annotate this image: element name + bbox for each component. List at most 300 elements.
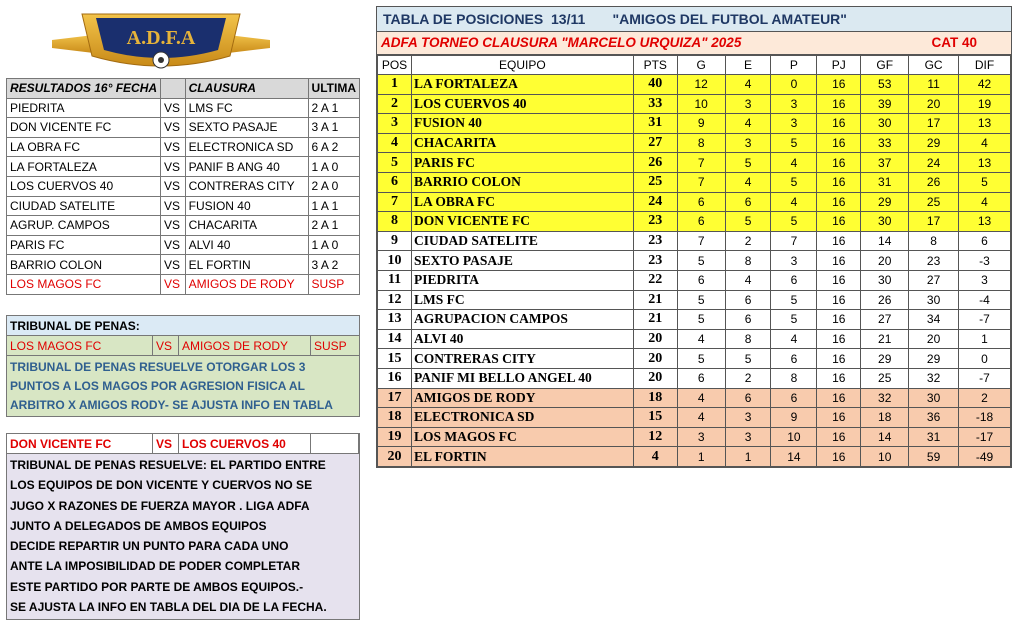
standings-panel	[376, 6, 1012, 468]
cell-gf: 37	[861, 153, 909, 173]
cell-team: AGRUPACION CAMPOS	[411, 310, 633, 330]
cell-pts: 40	[633, 75, 677, 95]
cell-gc: 8	[909, 231, 959, 251]
cell-g: 12	[677, 75, 725, 95]
cell-gf: 21	[861, 329, 909, 349]
cell-pts: 21	[633, 310, 677, 330]
cell-pj: 16	[817, 270, 861, 290]
cell-gc: 29	[909, 349, 959, 369]
cell-pos: 4	[378, 133, 412, 153]
cell-e: 3	[725, 94, 771, 114]
cell-dif: 3	[959, 270, 1011, 290]
cell-pts: 22	[633, 270, 677, 290]
cell-team: FUSION 40	[411, 114, 633, 134]
cell-p: 6	[771, 349, 817, 369]
standings-subtitle	[377, 32, 1011, 55]
standings-row	[378, 133, 1011, 153]
cell-g: 10	[677, 94, 725, 114]
cell-gc: 25	[909, 192, 959, 212]
cell-team: LMS FC	[411, 290, 633, 310]
standings-row	[378, 368, 1011, 388]
cell-pj: 16	[817, 388, 861, 408]
tribunal-title: TRIBUNAL DE PENAS:	[7, 316, 359, 336]
result-away: ALVI 40	[185, 235, 308, 255]
standings-row	[378, 94, 1011, 114]
cell-team: DON VICENTE FC	[411, 212, 633, 232]
cell-e: 8	[725, 329, 771, 349]
tournament-name: ADFA TORNEO CLAUSURA "MARCELO URQUIZA" 2025	[381, 35, 742, 50]
column-header: P	[771, 56, 817, 75]
result-row	[7, 196, 360, 216]
cell-g: 5	[677, 251, 725, 271]
cell-gf: 30	[861, 270, 909, 290]
cell-pts: 31	[633, 114, 677, 134]
cell-e: 5	[725, 212, 771, 232]
result-vs: VS	[161, 196, 186, 216]
cell-pos: 15	[378, 349, 412, 369]
tribunal-home: LOS MAGOS FC	[7, 336, 153, 355]
cell-e: 4	[725, 75, 771, 95]
cell-dif: -3	[959, 251, 1011, 271]
cell-e: 6	[725, 290, 771, 310]
cell-g: 1	[677, 447, 725, 467]
cell-g: 7	[677, 153, 725, 173]
result-vs: VS	[161, 176, 186, 196]
cell-pj: 16	[817, 231, 861, 251]
cell-dif: 2	[959, 388, 1011, 408]
cell-g: 3	[677, 427, 725, 447]
cell-team: LOS MAGOS FC	[411, 427, 633, 447]
cell-team: BARRIO COLON	[411, 172, 633, 192]
cell-pj: 16	[817, 192, 861, 212]
adfa-logo	[52, 10, 270, 76]
cell-g: 6	[677, 212, 725, 232]
cell-gf: 20	[861, 251, 909, 271]
cell-p: 0	[771, 75, 817, 95]
cell-g: 6	[677, 270, 725, 290]
result-row	[7, 216, 360, 236]
cell-p: 4	[771, 329, 817, 349]
cell-gf: 14	[861, 427, 909, 447]
cell-dif: 5	[959, 172, 1011, 192]
cell-dif: 42	[959, 75, 1011, 95]
standings-table	[377, 55, 1011, 467]
cell-e: 2	[725, 231, 771, 251]
result-home: DON VICENTE FC	[7, 118, 161, 138]
result-score: 1 A 1	[308, 196, 359, 216]
cell-pj: 16	[817, 75, 861, 95]
result-away: CONTRERAS CITY	[185, 176, 308, 196]
cell-dif: -7	[959, 368, 1011, 388]
cell-gc: 24	[909, 153, 959, 173]
cell-p: 3	[771, 114, 817, 134]
cell-pts: 12	[633, 427, 677, 447]
cell-p: 6	[771, 388, 817, 408]
cell-e: 8	[725, 251, 771, 271]
tribunal-vs: VS	[153, 434, 179, 453]
cell-p: 10	[771, 427, 817, 447]
cell-pj: 16	[817, 329, 861, 349]
standings-row	[378, 408, 1011, 428]
tribunal-line: ANTE LA IMPOSIBILIDAD DE PODER COMPLETAR	[10, 559, 301, 574]
cell-pos: 11	[378, 270, 412, 290]
cell-team: AMIGOS DE RODY	[411, 388, 633, 408]
cell-pos: 16	[378, 368, 412, 388]
tribunal-score: SUSP	[314, 339, 347, 353]
standings-row	[378, 192, 1011, 212]
column-header: GC	[909, 56, 959, 75]
column-header: PJ	[817, 56, 861, 75]
column-header: PTS	[633, 56, 677, 75]
cell-pos: 3	[378, 114, 412, 134]
cell-gf: 10	[861, 447, 909, 467]
cell-pos: 6	[378, 172, 412, 192]
cell-team: CIUDAD SATELITE	[411, 231, 633, 251]
column-header: DIF	[959, 56, 1011, 75]
cell-pj: 16	[817, 94, 861, 114]
standings-row	[378, 388, 1011, 408]
cell-e: 1	[725, 447, 771, 467]
cell-e: 6	[725, 388, 771, 408]
cell-dif: -17	[959, 427, 1011, 447]
cell-pts: 20	[633, 349, 677, 369]
cell-g: 8	[677, 133, 725, 153]
cell-pos: 12	[378, 290, 412, 310]
result-away: PANIF B ANG 40	[185, 157, 308, 177]
cell-pj: 16	[817, 114, 861, 134]
result-home: LA OBRA FC	[7, 137, 161, 157]
cell-dif: -4	[959, 290, 1011, 310]
result-vs: VS	[161, 235, 186, 255]
result-row	[7, 255, 360, 275]
column-header: G	[677, 56, 725, 75]
cell-pos: 19	[378, 427, 412, 447]
cell-pj: 16	[817, 427, 861, 447]
cell-team: ALVI 40	[411, 329, 633, 349]
cell-pj: 16	[817, 133, 861, 153]
standings-row	[378, 427, 1011, 447]
cell-dif: 13	[959, 153, 1011, 173]
result-home: LA FORTALEZA	[7, 157, 161, 177]
tribunal-vs: VS	[153, 336, 179, 355]
standings-row	[378, 290, 1011, 310]
cell-pts: 23	[633, 231, 677, 251]
column-header: POS	[378, 56, 412, 75]
result-vs: VS	[161, 274, 186, 294]
cell-pts: 25	[633, 172, 677, 192]
standings-row	[378, 270, 1011, 290]
cell-e: 5	[725, 153, 771, 173]
standings-row	[378, 172, 1011, 192]
cell-pts: 24	[633, 192, 677, 212]
result-away: FUSION 40	[185, 196, 308, 216]
cell-gf: 30	[861, 114, 909, 134]
category-label: CAT 40	[931, 35, 977, 50]
cell-p: 5	[771, 133, 817, 153]
result-score: 1 A 0	[308, 157, 359, 177]
tribunal-line: LOS EQUIPOS DE DON VICENTE Y CUERVOS NO SE	[10, 478, 313, 493]
cell-gc: 23	[909, 251, 959, 271]
standings-row	[378, 310, 1011, 330]
result-vs: VS	[161, 255, 186, 275]
cell-team: EL FORTIN	[411, 447, 633, 467]
cell-gf: 25	[861, 368, 909, 388]
standings-row	[378, 231, 1011, 251]
cell-pts: 23	[633, 251, 677, 271]
result-row	[7, 235, 360, 255]
result-vs: VS	[161, 98, 186, 118]
results-last: ULTIMA	[308, 79, 359, 99]
cell-gf: 26	[861, 290, 909, 310]
result-row	[7, 157, 360, 177]
result-row	[7, 98, 360, 118]
cell-g: 6	[677, 368, 725, 388]
cell-gc: 32	[909, 368, 959, 388]
cell-pts: 26	[633, 153, 677, 173]
cell-gc: 20	[909, 329, 959, 349]
cell-g: 5	[677, 349, 725, 369]
standings-row	[378, 153, 1011, 173]
standings-title: TABLA DE POSICIONES 13/11 "AMIGOS DEL FUTBOL AMATEUR"	[377, 7, 1011, 32]
cell-e: 5	[725, 349, 771, 369]
tribunal-text	[7, 356, 359, 416]
result-vs: VS	[161, 118, 186, 138]
tribunal-line: ARBITRO X AMIGOS RODY- SE AJUSTA INFO EN TABLA	[10, 398, 333, 412]
cell-pj: 16	[817, 349, 861, 369]
cell-team: ELECTRONICA SD	[411, 408, 633, 428]
cell-p: 9	[771, 408, 817, 428]
cell-pos: 18	[378, 408, 412, 428]
column-header: GF	[861, 56, 909, 75]
tribunal-text	[7, 454, 359, 619]
result-row	[7, 137, 360, 157]
result-vs: VS	[161, 157, 186, 177]
result-away: LMS FC	[185, 98, 308, 118]
cell-pj: 16	[817, 153, 861, 173]
tribunal-line: PUNTOS A LOS MAGOS POR AGRESION FISICA AL	[10, 379, 305, 393]
cell-pos: 14	[378, 329, 412, 349]
tribunal-notice-1	[6, 315, 360, 417]
tribunal-line: TRIBUNAL DE PENAS RESUELVE: EL PARTIDO ENTRE	[10, 458, 326, 472]
cell-team: LA OBRA FC	[411, 192, 633, 212]
cell-p: 5	[771, 172, 817, 192]
cell-pj: 16	[817, 310, 861, 330]
cell-gc: 26	[909, 172, 959, 192]
cell-pos: 2	[378, 94, 412, 114]
cell-e: 4	[725, 114, 771, 134]
cell-pos: 5	[378, 153, 412, 173]
cell-e: 3	[725, 427, 771, 447]
tribunal-line: JUNTO A DELEGADOS DE AMBOS EQUIPOS	[10, 518, 267, 533]
cell-team: SEXTO PASAJE	[411, 251, 633, 271]
result-home: CIUDAD SATELITE	[7, 196, 161, 216]
result-home: PARIS FC	[7, 235, 161, 255]
standings-row	[378, 75, 1011, 95]
cell-pj: 16	[817, 212, 861, 232]
cell-dif: -49	[959, 447, 1011, 467]
result-score: 3 A 1	[308, 118, 359, 138]
cell-pj: 16	[817, 447, 861, 467]
cell-dif: -7	[959, 310, 1011, 330]
cell-e: 6	[725, 192, 771, 212]
standings-row	[378, 114, 1011, 134]
cell-g: 5	[677, 310, 725, 330]
tribunal-line: TRIBUNAL DE PENAS RESUELVE OTORGAR LOS 3	[10, 360, 306, 374]
standings-header-row	[378, 56, 1011, 75]
cell-pos: 8	[378, 212, 412, 232]
cell-g: 4	[677, 329, 725, 349]
cell-p: 5	[771, 290, 817, 310]
column-header: EQUIPO	[411, 56, 633, 75]
cell-gc: 27	[909, 270, 959, 290]
cell-gf: 27	[861, 310, 909, 330]
cell-pos: 13	[378, 310, 412, 330]
result-score: 6 A 2	[308, 137, 359, 157]
cell-pos: 20	[378, 447, 412, 467]
result-away: SEXTO PASAJE	[185, 118, 308, 138]
cell-p: 4	[771, 192, 817, 212]
cell-pj: 16	[817, 368, 861, 388]
cell-gf: 53	[861, 75, 909, 95]
cell-gc: 59	[909, 447, 959, 467]
tribunal-match-row	[7, 336, 359, 356]
tribunal-home: DON VICENTE FC	[7, 434, 153, 453]
tribunal-line: ESTE PARTIDO POR PARTE DE AMBOS EQUIPOS.-	[10, 579, 304, 594]
cell-gf: 31	[861, 172, 909, 192]
result-score: 1 A 0	[308, 235, 359, 255]
cell-pos: 7	[378, 192, 412, 212]
cell-team: LA FORTALEZA	[411, 75, 633, 95]
tribunal-notice-2	[6, 433, 360, 620]
tribunal-line: SE AJUSTA LA INFO EN TABLA DEL DIA DE LA FECHA.	[10, 600, 327, 615]
cell-e: 4	[725, 270, 771, 290]
result-home: BARRIO COLON	[7, 255, 161, 275]
cell-pj: 16	[817, 251, 861, 271]
cell-pts: 21	[633, 290, 677, 310]
cell-p: 5	[771, 310, 817, 330]
cell-pts: 33	[633, 94, 677, 114]
standings-row	[378, 329, 1011, 349]
cell-gc: 20	[909, 94, 959, 114]
result-away: EL FORTIN	[185, 255, 308, 275]
result-score: SUSP	[308, 274, 359, 294]
cell-gf: 30	[861, 212, 909, 232]
cell-pts: 15	[633, 408, 677, 428]
result-row	[7, 274, 360, 294]
results-title: RESULTADOS 16° FECHA	[7, 79, 161, 99]
result-score: 2 A 1	[308, 216, 359, 236]
results-table	[6, 78, 360, 295]
cell-gc: 30	[909, 388, 959, 408]
result-home: AGRUP. CAMPOS	[7, 216, 161, 236]
cell-gf: 32	[861, 388, 909, 408]
cell-e: 3	[725, 133, 771, 153]
cell-pos: 10	[378, 251, 412, 271]
cell-pts: 4	[633, 447, 677, 467]
cell-pos: 1	[378, 75, 412, 95]
cell-p: 6	[771, 270, 817, 290]
tribunal-line: JUGO X RAZONES DE FUERZA MAYOR . LIGA ADFA	[10, 498, 310, 513]
cell-p: 3	[771, 94, 817, 114]
logo-letters: A.D.F.A	[126, 27, 196, 49]
cell-e: 6	[725, 310, 771, 330]
cell-pts: 27	[633, 133, 677, 153]
result-score: 2 A 0	[308, 176, 359, 196]
column-header: E	[725, 56, 771, 75]
cell-pts: 23	[633, 212, 677, 232]
cell-gf: 14	[861, 231, 909, 251]
cell-g: 4	[677, 408, 725, 428]
cell-gc: 11	[909, 75, 959, 95]
cell-team: PIEDRITA	[411, 270, 633, 290]
result-home: LOS CUERVOS 40	[7, 176, 161, 196]
cell-e: 2	[725, 368, 771, 388]
cell-dif: 13	[959, 212, 1011, 232]
cell-gc: 29	[909, 133, 959, 153]
cell-g: 6	[677, 192, 725, 212]
tribunal-match-row	[7, 434, 359, 454]
cell-gc: 30	[909, 290, 959, 310]
result-row	[7, 176, 360, 196]
cell-team: LOS CUERVOS 40	[411, 94, 633, 114]
results-tournament: CLAUSURA	[185, 79, 308, 99]
result-vs: VS	[161, 216, 186, 236]
cell-p: 8	[771, 368, 817, 388]
cell-g: 4	[677, 388, 725, 408]
cell-pts: 20	[633, 368, 677, 388]
cell-pos: 9	[378, 231, 412, 251]
standings-row	[378, 212, 1011, 232]
cell-dif: 19	[959, 94, 1011, 114]
cell-gf: 18	[861, 408, 909, 428]
standings-row	[378, 251, 1011, 271]
result-score: 3 A 2	[308, 255, 359, 275]
cell-e: 4	[725, 172, 771, 192]
cell-gf: 29	[861, 349, 909, 369]
cell-pj: 16	[817, 408, 861, 428]
result-home: LOS MAGOS FC	[7, 274, 161, 294]
result-vs: VS	[161, 137, 186, 157]
result-score: 2 A 1	[308, 98, 359, 118]
cell-gc: 17	[909, 114, 959, 134]
tribunal-away: AMIGOS DE RODY	[179, 336, 311, 355]
cell-team: PARIS FC	[411, 153, 633, 173]
tribunal-line: DECIDE REPARTIR UN PUNTO PARA CADA UNO	[10, 539, 289, 554]
cell-dif: 1	[959, 329, 1011, 349]
cell-gf: 39	[861, 94, 909, 114]
cell-gc: 36	[909, 408, 959, 428]
cell-team: CONTRERAS CITY	[411, 349, 633, 369]
cell-g: 7	[677, 231, 725, 251]
standings-row	[378, 349, 1011, 369]
cell-gc: 17	[909, 212, 959, 232]
standings-row	[378, 447, 1011, 467]
cell-dif: 4	[959, 192, 1011, 212]
cell-pos: 17	[378, 388, 412, 408]
cell-g: 9	[677, 114, 725, 134]
result-home: PIEDRITA	[7, 98, 161, 118]
cell-p: 14	[771, 447, 817, 467]
cell-p: 5	[771, 212, 817, 232]
cell-gc: 31	[909, 427, 959, 447]
cell-pj: 16	[817, 290, 861, 310]
result-away: CHACARITA	[185, 216, 308, 236]
cell-team: PANIF MI BELLO ANGEL 40	[411, 368, 633, 388]
cell-team: CHACARITA	[411, 133, 633, 153]
cell-p: 3	[771, 251, 817, 271]
results-header	[7, 79, 360, 99]
cell-gf: 29	[861, 192, 909, 212]
